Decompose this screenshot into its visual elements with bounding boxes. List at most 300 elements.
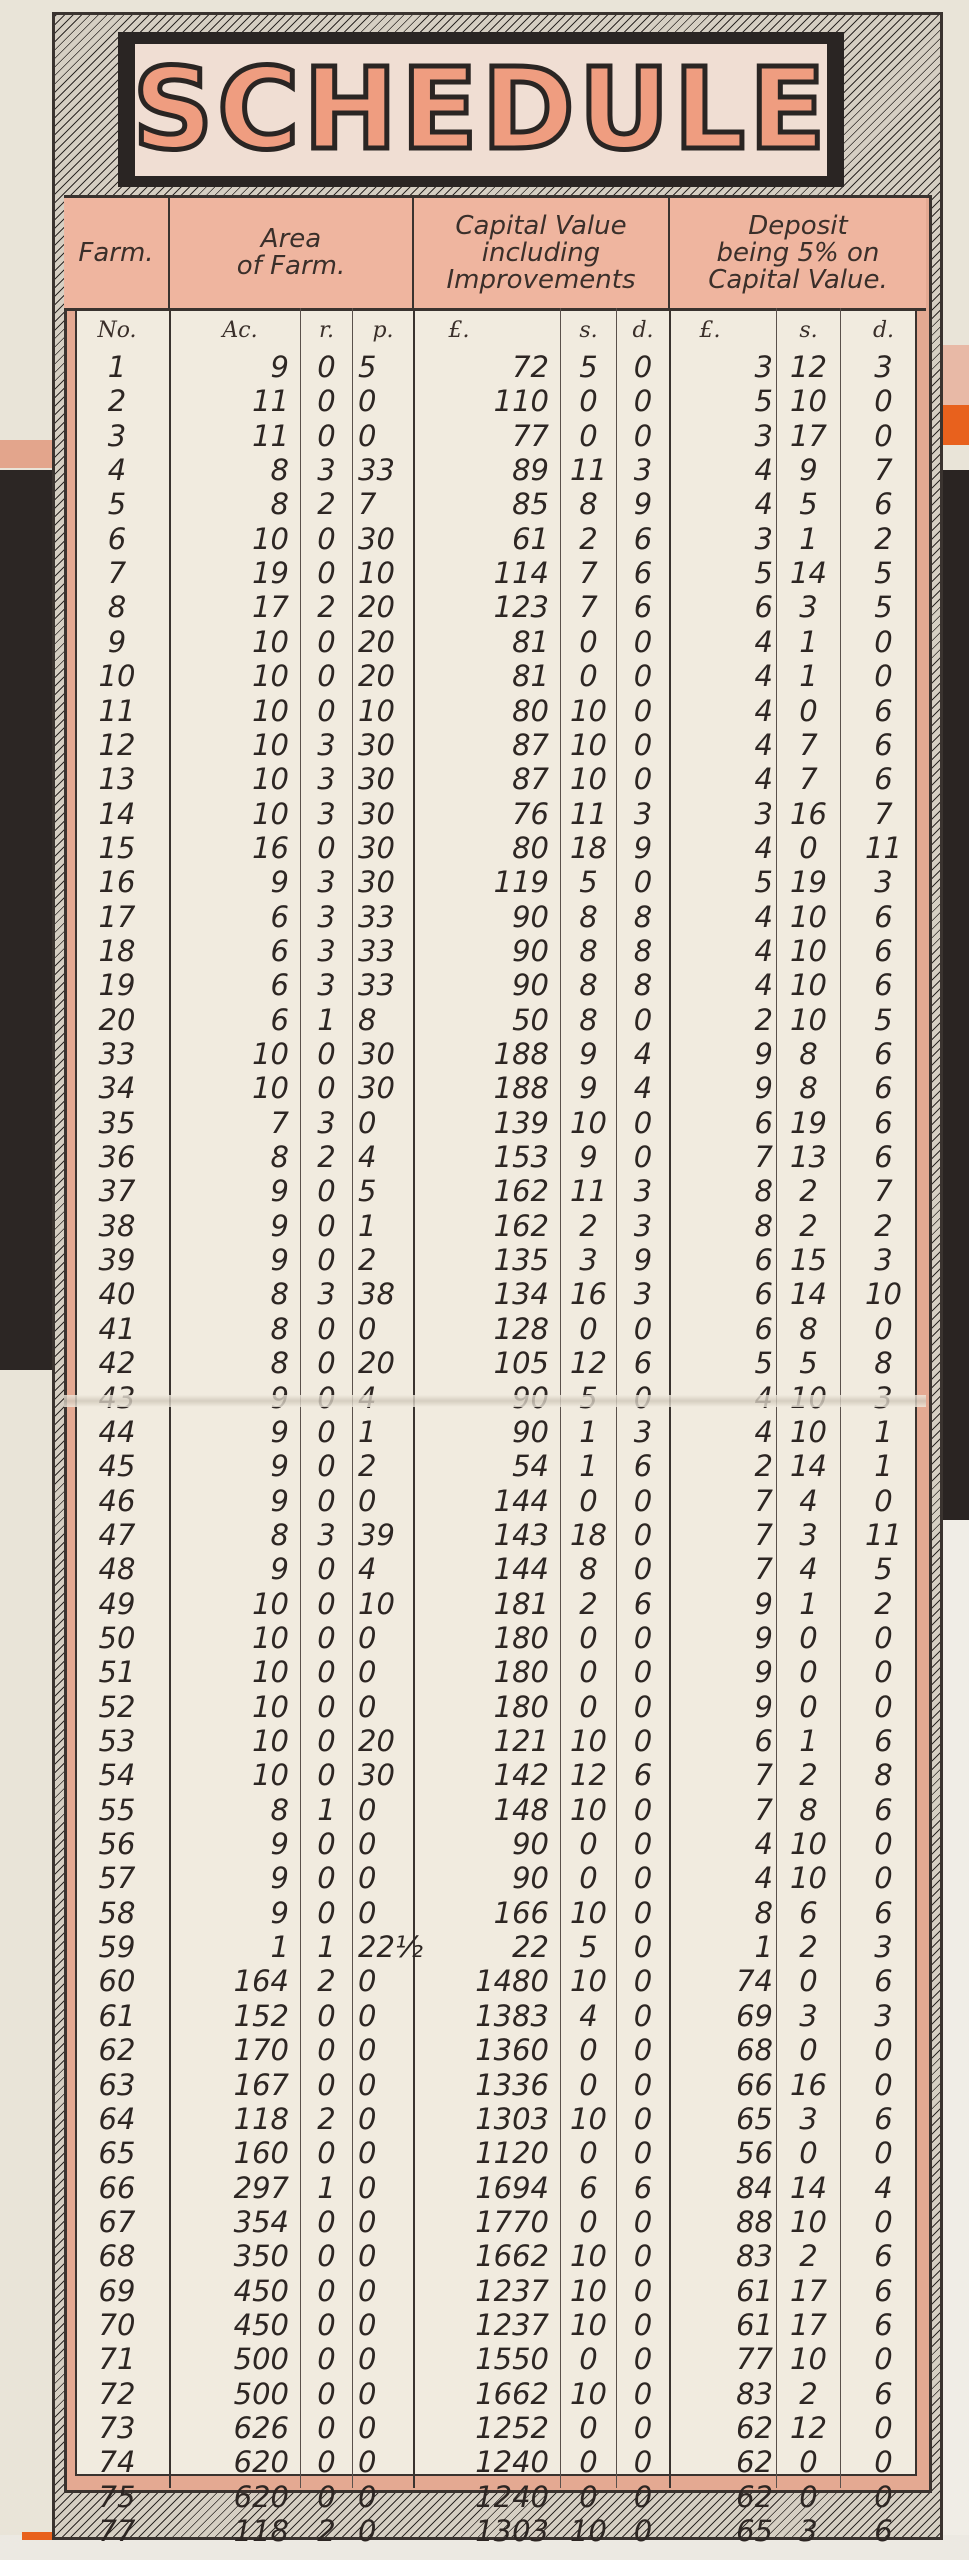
header-area — [170, 198, 414, 308]
cell-capital-pounds: 180 — [493, 1620, 549, 1655]
table-row — [64, 1999, 926, 2033]
cell-farm-no: 77 — [98, 2514, 136, 2549]
cell-roods: 3 — [317, 968, 336, 1003]
cell-farm-no: 59 — [98, 1930, 136, 1965]
cell-capital-shillings: 5 — [579, 865, 598, 900]
cell-perches: 20 — [358, 624, 395, 659]
cell-capital-shillings: 5 — [579, 350, 598, 384]
cell-capital-shillings: 8 — [579, 1552, 598, 1587]
cell-deposit-shillings: 8 — [799, 1311, 818, 1346]
cell-acres: 9 — [270, 1414, 289, 1449]
cell-capital-pounds: 128 — [493, 1311, 549, 1346]
cell-acres: 10 — [252, 727, 289, 762]
table-row — [64, 1346, 926, 1380]
cell-acres: 6 — [270, 1002, 289, 1037]
cell-deposit-pounds: 56 — [736, 2136, 773, 2171]
table-row — [64, 2171, 926, 2205]
cell-deposit-pence: 0 — [874, 2479, 893, 2514]
cell-capital-pounds: 1662 — [475, 2239, 549, 2274]
cell-deposit-shillings: 10 — [790, 933, 827, 968]
cell-acres: 9 — [270, 1243, 289, 1278]
cell-capital-pence: 3 — [633, 1414, 653, 1449]
cell-farm-no: 36 — [98, 1140, 136, 1175]
table-row — [64, 1793, 926, 1827]
table-row — [64, 1827, 926, 1861]
cell-deposit-pence: 7 — [874, 1174, 893, 1209]
cell-farm-no: 44 — [98, 1414, 136, 1449]
cell-perches: 0 — [358, 1998, 377, 2033]
cell-farm-no: 15 — [98, 830, 136, 865]
cell-capital-pounds: 81 — [512, 659, 549, 694]
cell-capital-pounds: 1303 — [475, 2514, 549, 2549]
cell-perches: 38 — [358, 1277, 395, 1312]
cell-perches: 1 — [358, 1414, 377, 1449]
cell-roods: 0 — [317, 418, 336, 453]
cell-capital-pounds: 1336 — [475, 2067, 549, 2102]
cell-capital-pence: 8 — [633, 933, 653, 968]
cell-capital-shillings: 10 — [570, 693, 607, 728]
cell-deposit-shillings: 0 — [799, 1964, 818, 1999]
cell-capital-pounds: 1480 — [475, 1964, 549, 1999]
cell-deposit-pence: 0 — [874, 1827, 893, 1862]
table-row — [64, 1449, 926, 1483]
cell-capital-pounds: 1120 — [475, 2136, 549, 2171]
cell-deposit-shillings: 13 — [790, 1140, 827, 1175]
cell-capital-pence: 0 — [633, 693, 653, 728]
cell-farm-no: 7 — [107, 556, 127, 591]
cell-capital-pounds: 1303 — [475, 2101, 549, 2136]
cell-roods: 0 — [317, 1071, 336, 1106]
cell-perches: 0 — [358, 1483, 377, 1518]
cell-roods: 0 — [317, 1243, 336, 1278]
cell-capital-pounds: 87 — [512, 727, 549, 762]
cell-capital-pence: 0 — [633, 659, 653, 694]
cell-perches: 0 — [358, 1895, 377, 1930]
cell-acres: 9 — [270, 1861, 289, 1896]
cell-capital-shillings: 0 — [579, 1827, 598, 1862]
cell-capital-pence: 0 — [633, 1964, 653, 1999]
cell-capital-pence: 6 — [633, 1449, 653, 1484]
cell-deposit-pounds: 88 — [736, 2204, 773, 2239]
cell-capital-shillings: 2 — [579, 1208, 598, 1243]
cell-deposit-pence: 3 — [874, 1930, 893, 1965]
cell-capital-pounds: 90 — [512, 933, 549, 968]
cell-acres: 354 — [233, 2204, 289, 2239]
cell-capital-shillings: 10 — [570, 2376, 607, 2411]
cell-deposit-shillings: 5 — [799, 487, 818, 522]
cell-deposit-pounds: 7 — [754, 1552, 773, 1587]
cell-roods: 3 — [317, 933, 336, 968]
cell-farm-no: 60 — [98, 1964, 136, 1999]
cell-capital-shillings: 2 — [579, 1586, 598, 1621]
cell-capital-shillings: 8 — [579, 933, 598, 968]
table-row — [64, 2342, 926, 2376]
cell-deposit-pounds: 3 — [754, 796, 773, 831]
cell-deposit-shillings: 2 — [799, 1174, 818, 1209]
header-area-line1: Area — [260, 224, 322, 254]
cell-deposit-pounds: 83 — [736, 2239, 773, 2274]
cell-capital-pence: 0 — [633, 762, 653, 797]
cell-deposit-pence: 2 — [874, 521, 893, 556]
cell-acres: 118 — [233, 2514, 289, 2549]
cell-deposit-shillings: 1 — [799, 521, 818, 556]
cell-deposit-pence: 7 — [874, 453, 893, 488]
cell-perches: 0 — [358, 2067, 377, 2102]
cell-capital-pence: 0 — [633, 1483, 653, 1518]
cell-capital-pence: 0 — [633, 418, 653, 453]
cell-farm-no: 48 — [98, 1552, 136, 1587]
table-row — [64, 590, 926, 624]
cell-roods: 0 — [317, 2307, 336, 2342]
cell-capital-pounds: 188 — [493, 1037, 549, 1071]
table-row — [64, 1690, 926, 1724]
cell-capital-pounds: 1240 — [475, 2445, 549, 2480]
cell-capital-pence: 0 — [633, 2342, 653, 2377]
cell-capital-shillings: 0 — [579, 2136, 598, 2171]
cell-perches: 0 — [358, 2376, 377, 2411]
cell-roods: 0 — [317, 556, 336, 591]
cell-capital-pounds: 143 — [493, 1517, 549, 1552]
cell-deposit-pounds: 4 — [754, 899, 773, 934]
table-row — [64, 1140, 926, 1174]
cell-roods: 3 — [317, 796, 336, 831]
cell-capital-pence: 9 — [633, 487, 653, 522]
cell-capital-pounds: 54 — [512, 1449, 549, 1484]
cell-farm-no: 4 — [107, 453, 127, 488]
unit-pence: d. — [632, 318, 654, 343]
cell-deposit-pounds: 5 — [754, 1346, 773, 1381]
cell-deposit-shillings: 3 — [799, 2514, 818, 2549]
cell-perches: 0 — [358, 2101, 377, 2136]
left-poster-background — [0, 470, 58, 1370]
table-row — [64, 2239, 926, 2273]
cell-perches: 0 — [358, 1861, 377, 1896]
cell-deposit-pounds: 4 — [754, 933, 773, 968]
table-row — [64, 350, 926, 384]
cell-roods: 1 — [317, 1930, 336, 1965]
cell-perches: 4 — [358, 1140, 377, 1175]
table-row — [64, 2068, 926, 2102]
cell-capital-pounds: 119 — [493, 865, 549, 900]
cell-capital-pounds: 144 — [493, 1552, 549, 1587]
cell-farm-no: 50 — [98, 1620, 136, 1655]
cell-perches: 0 — [358, 2136, 377, 2171]
cell-perches: 8 — [358, 1002, 377, 1037]
cell-farm-no: 18 — [98, 933, 136, 968]
cell-deposit-shillings: 8 — [799, 1037, 818, 1071]
cell-deposit-pounds: 4 — [754, 487, 773, 522]
cell-deposit-shillings: 5 — [799, 1346, 818, 1381]
table-row — [64, 2480, 926, 2514]
cell-roods: 0 — [317, 1998, 336, 2033]
cell-deposit-shillings: 0 — [799, 2033, 818, 2068]
cell-acres: 16 — [252, 830, 289, 865]
cell-capital-pence: 0 — [633, 1655, 653, 1690]
cell-deposit-pence: 8 — [874, 1758, 893, 1793]
cell-capital-shillings: 1 — [579, 1414, 598, 1449]
cell-farm-no: 8 — [107, 590, 127, 625]
cell-capital-pence: 0 — [633, 384, 653, 419]
table-row — [64, 1552, 926, 1586]
table-row — [64, 2274, 926, 2308]
title-panel — [132, 44, 830, 176]
cell-roods: 0 — [317, 659, 336, 694]
cell-deposit-pounds: 9 — [754, 1620, 773, 1655]
cell-deposit-pounds: 4 — [754, 624, 773, 659]
cell-farm-no: 2 — [107, 384, 127, 419]
cell-deposit-pence: 0 — [874, 2033, 893, 2068]
cell-deposit-pounds: 8 — [754, 1895, 773, 1930]
cell-capital-pence: 0 — [633, 1620, 653, 1655]
cell-deposit-pounds: 6 — [754, 1277, 773, 1312]
cell-capital-pence: 6 — [633, 521, 653, 556]
cell-roods: 3 — [317, 1105, 336, 1140]
cell-acres: 11 — [252, 418, 289, 453]
cell-capital-pounds: 90 — [512, 1861, 549, 1896]
cell-capital-pounds: 81 — [512, 624, 549, 659]
cell-farm-no: 68 — [98, 2239, 136, 2274]
cell-acres: 9 — [270, 1208, 289, 1243]
table-row — [64, 1758, 926, 1792]
cell-farm-no: 64 — [98, 2101, 136, 2136]
cell-farm-no: 42 — [98, 1346, 136, 1381]
cell-acres: 118 — [233, 2101, 289, 2136]
cell-deposit-shillings: 14 — [790, 2170, 827, 2205]
cell-deposit-pounds: 9 — [754, 1689, 773, 1724]
cell-acres: 620 — [233, 2479, 289, 2514]
cell-capital-pounds: 144 — [493, 1483, 549, 1518]
cell-acres: 10 — [252, 659, 289, 694]
cell-deposit-pounds: 4 — [754, 1414, 773, 1449]
cell-capital-pence: 0 — [633, 2445, 653, 2480]
table-row — [64, 2411, 926, 2445]
cell-acres: 626 — [233, 2411, 289, 2445]
cell-acres: 9 — [270, 1552, 289, 1587]
cell-roods: 0 — [317, 693, 336, 728]
cell-acres: 500 — [233, 2342, 289, 2377]
cell-deposit-shillings: 19 — [790, 1105, 827, 1140]
cell-roods: 2 — [317, 1964, 336, 1999]
cell-acres: 152 — [233, 1998, 289, 2033]
cell-deposit-pence: 11 — [865, 830, 902, 865]
cell-perches: 0 — [358, 1689, 377, 1724]
cell-deposit-pence: 1 — [874, 1414, 893, 1449]
cell-acres: 6 — [270, 933, 289, 968]
table-row — [64, 1621, 926, 1655]
cell-farm-no: 70 — [98, 2307, 136, 2342]
cell-deposit-pence: 6 — [874, 899, 893, 934]
table-row — [64, 522, 926, 556]
cell-deposit-shillings: 17 — [790, 2307, 827, 2342]
table-row — [64, 1896, 926, 1930]
cell-roods: 0 — [317, 1620, 336, 1655]
cell-capital-pence: 6 — [633, 2170, 653, 2205]
cell-capital-shillings: 0 — [579, 2411, 598, 2445]
table-row — [64, 419, 926, 453]
cell-farm-no: 62 — [98, 2033, 136, 2068]
cell-deposit-pence: 0 — [874, 624, 893, 659]
cell-capital-pounds: 61 — [512, 521, 549, 556]
cell-perches: 2 — [358, 1243, 377, 1278]
cell-deposit-pence: 0 — [874, 1655, 893, 1690]
cell-deposit-pounds: 6 — [754, 1311, 773, 1346]
cell-capital-pounds: 87 — [512, 762, 549, 797]
cell-roods: 0 — [317, 1483, 336, 1518]
table-row — [64, 1243, 926, 1277]
cell-perches: 30 — [358, 830, 395, 865]
cell-deposit-pounds: 8 — [754, 1174, 773, 1209]
cell-acres: 10 — [252, 1037, 289, 1071]
cell-deposit-pence: 5 — [874, 590, 893, 625]
cell-roods: 2 — [317, 2514, 336, 2549]
cell-acres: 9 — [270, 1827, 289, 1862]
cell-roods: 0 — [317, 384, 336, 419]
cell-roods: 0 — [317, 2204, 336, 2239]
cell-capital-pence: 0 — [633, 1998, 653, 2033]
cell-deposit-pence: 0 — [874, 2136, 893, 2171]
table-row — [64, 1724, 926, 1758]
cell-capital-pence: 6 — [633, 1586, 653, 1621]
cell-capital-shillings: 2 — [579, 521, 598, 556]
cell-deposit-pence: 6 — [874, 1964, 893, 1999]
cell-capital-pounds: 80 — [512, 693, 549, 728]
cell-deposit-pence: 0 — [874, 2411, 893, 2445]
cell-farm-no: 61 — [98, 1998, 136, 2033]
cell-capital-pounds: 162 — [493, 1208, 549, 1243]
cell-acres: 167 — [233, 2067, 289, 2102]
cell-capital-pounds: 1694 — [475, 2170, 549, 2205]
cell-acres: 7 — [270, 1105, 289, 1140]
header-capital-line2: including — [481, 237, 601, 268]
cell-farm-no: 67 — [98, 2204, 136, 2239]
cell-capital-shillings: 0 — [579, 1689, 598, 1724]
header-deposit-line1: Deposit — [748, 210, 848, 241]
cell-farm-no: 14 — [98, 796, 136, 831]
cell-capital-shillings: 10 — [570, 1895, 607, 1930]
cell-farm-no: 3 — [107, 418, 127, 453]
cell-perches: 4 — [358, 1552, 377, 1587]
cell-deposit-pence: 6 — [874, 693, 893, 728]
cell-capital-pounds: 89 — [512, 453, 549, 488]
cell-roods: 0 — [317, 1758, 336, 1793]
cell-farm-no: 10 — [98, 659, 136, 694]
cell-deposit-pence: 6 — [874, 2514, 893, 2549]
cell-perches: 7 — [358, 487, 377, 522]
cell-capital-shillings: 0 — [579, 384, 598, 419]
cell-farm-no: 49 — [98, 1586, 136, 1621]
table-row — [64, 659, 926, 693]
cell-deposit-shillings: 3 — [799, 1998, 818, 2033]
cell-capital-pounds: 142 — [493, 1758, 549, 1793]
cell-deposit-pounds: 4 — [754, 968, 773, 1003]
cell-deposit-pence: 6 — [874, 2239, 893, 2274]
table-row — [64, 2205, 926, 2239]
cell-acres: 10 — [252, 1071, 289, 1106]
cell-capital-pounds: 1360 — [475, 2033, 549, 2068]
cell-capital-pence: 6 — [633, 590, 653, 625]
cell-capital-pence: 0 — [633, 2239, 653, 2274]
cell-capital-shillings: 1 — [579, 1449, 598, 1484]
cell-capital-shillings: 4 — [579, 1998, 598, 2033]
cell-roods: 0 — [317, 1895, 336, 1930]
cell-deposit-shillings: 0 — [799, 693, 818, 728]
cell-capital-pence: 6 — [633, 556, 653, 591]
cell-deposit-pence: 6 — [874, 762, 893, 797]
cell-deposit-pounds: 65 — [736, 2101, 773, 2136]
table-row — [64, 865, 926, 899]
paper-fold — [64, 1395, 926, 1407]
cell-capital-pounds: 85 — [512, 487, 549, 522]
cell-perches: 0 — [358, 1964, 377, 1999]
cell-deposit-shillings: 15 — [790, 1243, 827, 1278]
cell-capital-pence: 6 — [633, 1758, 653, 1793]
cell-deposit-pounds: 68 — [736, 2033, 773, 2068]
cell-perches: 33 — [358, 933, 395, 968]
cell-capital-pence: 0 — [633, 2411, 653, 2445]
table-row — [64, 2102, 926, 2136]
cell-capital-shillings: 10 — [570, 1105, 607, 1140]
cell-deposit-shillings: 14 — [790, 556, 827, 591]
cell-deposit-pounds: 9 — [754, 1071, 773, 1106]
cell-capital-pence: 0 — [633, 1827, 653, 1862]
cell-capital-shillings: 8 — [579, 968, 598, 1003]
cell-capital-pounds: 90 — [512, 1827, 549, 1862]
cell-perches: 0 — [358, 2445, 377, 2480]
cell-acres: 164 — [233, 1964, 289, 1999]
cell-deposit-pence: 6 — [874, 933, 893, 968]
cell-acres: 450 — [233, 2307, 289, 2342]
cell-deposit-pence: 2 — [874, 1586, 893, 1621]
cell-farm-no: 56 — [98, 1827, 136, 1862]
cell-roods: 0 — [317, 1655, 336, 1690]
cell-farm-no: 17 — [98, 899, 136, 934]
cell-deposit-shillings: 0 — [799, 1655, 818, 1690]
cell-deposit-pence: 8 — [874, 1346, 893, 1381]
cell-acres: 8 — [270, 1311, 289, 1346]
cell-capital-pence: 3 — [633, 453, 653, 488]
cell-deposit-shillings: 9 — [799, 453, 818, 488]
cell-deposit-pence: 5 — [874, 1552, 893, 1587]
cell-farm-no: 54 — [98, 1758, 136, 1793]
table-row — [64, 1277, 926, 1311]
cell-farm-no: 35 — [98, 1105, 136, 1140]
cell-capital-shillings: 11 — [570, 796, 607, 831]
cell-deposit-pounds: 69 — [736, 1998, 773, 2033]
cell-deposit-shillings: 1 — [799, 624, 818, 659]
cell-deposit-pounds: 6 — [754, 590, 773, 625]
cell-perches: 0 — [358, 418, 377, 453]
cell-deposit-shillings: 10 — [790, 1002, 827, 1037]
cell-capital-shillings: 10 — [570, 762, 607, 797]
cell-farm-no: 73 — [98, 2411, 136, 2445]
cell-acres: 8 — [270, 1277, 289, 1312]
cell-deposit-pence: 7 — [874, 796, 893, 831]
cell-deposit-shillings: 10 — [790, 1827, 827, 1862]
cell-capital-shillings: 0 — [579, 2445, 598, 2480]
cell-capital-pounds: 1383 — [475, 1998, 549, 2033]
cell-deposit-shillings: 14 — [790, 1277, 827, 1312]
cell-perches: 39 — [358, 1517, 395, 1552]
cell-deposit-pence: 6 — [874, 968, 893, 1003]
header-capital-line1: Capital Value — [455, 210, 627, 241]
unit-deposit-shillings: s. — [799, 318, 818, 343]
cell-deposit-shillings: 1 — [799, 1724, 818, 1758]
cell-capital-shillings: 11 — [570, 453, 607, 488]
cell-capital-shillings: 0 — [579, 2067, 598, 2102]
cell-capital-pence: 3 — [633, 1277, 653, 1312]
cell-perches: 33 — [358, 453, 395, 488]
cell-deposit-pounds: 77 — [736, 2342, 773, 2377]
